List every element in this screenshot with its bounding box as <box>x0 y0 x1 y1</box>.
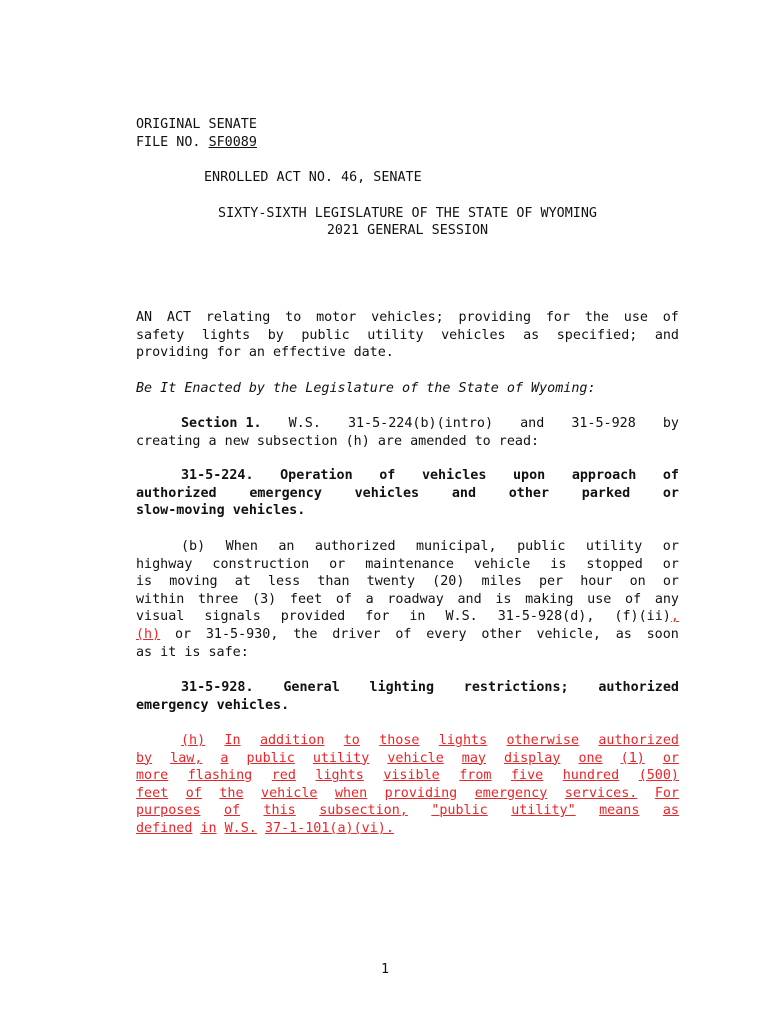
word: means <box>599 803 640 819</box>
word: 31-5-930, <box>205 626 279 642</box>
act-title-line <box>136 344 679 362</box>
word: for <box>365 609 390 625</box>
enrolled-act-number: ENROLLED ACT NO. 46, SENATE <box>204 170 422 185</box>
word: specified; <box>556 327 638 343</box>
word: in <box>409 609 426 625</box>
word: those <box>379 733 420 748</box>
word: public <box>246 750 295 766</box>
word: to <box>343 733 360 748</box>
word: as <box>662 803 679 819</box>
word: an <box>278 539 295 554</box>
word: purposes <box>136 803 201 819</box>
word: signals <box>204 609 261 625</box>
word: or <box>174 626 192 642</box>
word: within <box>136 591 185 607</box>
word: five <box>511 768 544 784</box>
act-title <box>136 309 679 362</box>
paragraph-b-line <box>136 591 679 609</box>
word: restrictions; <box>463 680 569 695</box>
word: (20) <box>432 574 465 590</box>
file-number-line <box>136 134 257 152</box>
word: services. <box>564 785 638 801</box>
word: a <box>365 591 374 607</box>
word: or <box>662 485 679 501</box>
word: of <box>223 803 241 819</box>
word: or <box>662 539 679 554</box>
word: vehicle <box>387 750 444 766</box>
word: for <box>216 345 241 361</box>
word: authorized <box>314 539 396 554</box>
word: date. <box>353 345 394 361</box>
heading-224-line <box>136 467 679 485</box>
subsection-h-line <box>136 820 679 838</box>
word: hour <box>580 574 613 590</box>
word: this <box>263 803 296 819</box>
word: vehicles; <box>371 310 444 325</box>
word: (3) <box>252 591 277 607</box>
word: Operation <box>280 468 353 483</box>
word: the <box>219 785 244 801</box>
inserted-subsection-h: (h) <box>136 626 161 642</box>
word: slow-moving <box>136 503 225 519</box>
paragraph-b-line <box>136 538 679 556</box>
paragraph-b-line <box>136 573 679 591</box>
word: emergency <box>136 697 209 713</box>
word: miles <box>481 574 522 590</box>
word: vehicle <box>261 785 318 801</box>
word: per <box>538 574 564 590</box>
word: other <box>508 485 550 501</box>
word: more <box>136 768 169 784</box>
word: lights <box>315 768 364 784</box>
word: providing <box>384 785 458 801</box>
heading-928-line <box>136 697 679 715</box>
word: red <box>271 768 296 784</box>
word: for <box>545 310 571 325</box>
word: of <box>662 310 679 325</box>
word: 37-1-101(a)(vi). <box>264 820 394 836</box>
heading-31-5-928 <box>136 679 679 714</box>
word: flashing <box>187 768 253 784</box>
word: of <box>335 591 352 607</box>
word: (1) <box>620 750 645 766</box>
word: lights <box>201 327 251 343</box>
paragraph-b <box>136 538 679 661</box>
word: vehicle, <box>536 626 601 642</box>
word: soon <box>646 626 679 642</box>
word: less <box>267 574 301 590</box>
word: at <box>234 574 251 590</box>
word: as <box>615 626 632 642</box>
original-senate-label: ORIGINAL SENATE <box>136 117 257 132</box>
subsection-h-line <box>136 767 679 785</box>
word: emergency <box>474 785 548 801</box>
word: W.S. <box>445 609 478 625</box>
word: 31-5-928. <box>181 680 254 695</box>
section-1 <box>136 415 679 450</box>
subsection-h-line <box>136 802 679 820</box>
word: effective <box>272 345 346 361</box>
word: three <box>198 591 239 607</box>
word: feet <box>136 785 169 801</box>
word: in <box>200 820 217 836</box>
subsection-h-line <box>136 750 679 768</box>
word: General <box>283 680 340 695</box>
word: In <box>224 733 241 748</box>
paragraph-b-line <box>136 556 679 574</box>
word: providing <box>458 310 532 325</box>
word: roadway <box>387 591 444 607</box>
word: construction <box>212 556 310 572</box>
word: public <box>517 539 566 554</box>
word: lights <box>438 733 488 748</box>
word: public <box>301 327 350 343</box>
page-number: 1 <box>380 962 390 977</box>
section-1-line <box>136 415 679 433</box>
word: one <box>578 750 603 766</box>
word: provided <box>280 609 346 625</box>
word: approach <box>571 468 637 483</box>
word: addition <box>259 733 325 748</box>
word: every <box>426 626 467 642</box>
word: authorized <box>136 485 217 501</box>
word: visual <box>136 609 185 625</box>
word: it <box>160 644 177 660</box>
word: emergency <box>249 485 322 501</box>
word: safe: <box>208 644 249 660</box>
word: than <box>317 574 350 590</box>
word: and <box>451 485 477 501</box>
word: utility <box>312 750 370 766</box>
file-no-prefix: FILE NO. <box>136 135 209 150</box>
word: vehicle <box>473 556 531 572</box>
word: AN <box>136 310 153 325</box>
word: upon <box>513 468 546 483</box>
section-1-line: creating a new subsection (h) are amended to read: <box>136 433 540 449</box>
word: parked <box>581 485 631 501</box>
word: feet <box>289 591 323 607</box>
heading-224-line <box>136 502 679 520</box>
heading-224-line <box>136 485 679 503</box>
word: by <box>267 327 284 343</box>
word: is <box>495 591 512 607</box>
word: vehicles. <box>216 697 290 713</box>
new-subsection-h <box>136 732 679 838</box>
word: any <box>654 591 679 607</box>
heading-928-line <box>136 679 679 697</box>
word: (500) <box>638 768 679 784</box>
word: and <box>654 327 679 343</box>
word: providing <box>136 345 209 361</box>
section-1-word: and <box>520 416 545 431</box>
section-1-word: W.S. <box>288 416 321 431</box>
word: from <box>459 768 492 784</box>
word: may <box>461 750 486 766</box>
word: or <box>662 750 679 766</box>
word: (b) <box>181 539 206 554</box>
word: defined <box>136 820 193 836</box>
word: as <box>523 327 540 343</box>
word: otherwise <box>506 733 580 748</box>
word: to <box>285 310 302 325</box>
word: visible <box>383 768 440 784</box>
word: vehicles. <box>232 503 306 519</box>
word: When <box>225 539 258 554</box>
subsection-h-line <box>136 785 679 803</box>
word: or <box>662 574 679 590</box>
word: on <box>629 574 646 590</box>
word: or <box>662 556 679 572</box>
word: is <box>550 556 567 572</box>
word: or <box>329 556 346 572</box>
word: of <box>662 468 679 483</box>
word: the <box>293 626 318 642</box>
word: of <box>625 591 642 607</box>
word: an <box>248 345 265 361</box>
word: twenty <box>366 574 416 590</box>
word: the <box>584 310 609 325</box>
word: display <box>503 750 561 766</box>
word: highway <box>136 556 193 572</box>
word: vehicles <box>441 327 506 343</box>
word: hundred <box>562 768 620 784</box>
section-1-word: 31-5-928 <box>571 416 636 431</box>
inserted-comma: , <box>670 609 679 625</box>
word: "public <box>431 803 488 819</box>
word: of <box>395 626 412 642</box>
word-with-insertion: (f)(ii), <box>614 609 679 625</box>
file-number: SF0089 <box>208 135 257 150</box>
word: moving <box>169 574 218 590</box>
word: vehicles <box>354 485 420 501</box>
act-title-line <box>136 327 679 345</box>
word: and <box>457 591 482 607</box>
word: municipal, <box>416 539 497 554</box>
word: subsection, <box>319 803 408 819</box>
heading-31-5-224 <box>136 467 679 520</box>
word: of <box>185 785 202 801</box>
word: authorized <box>598 733 679 748</box>
word: stopped <box>586 556 643 572</box>
section-1-word: by <box>662 416 679 431</box>
word: when <box>334 785 368 801</box>
word: as <box>136 644 153 660</box>
word: motor <box>316 310 357 325</box>
word: utility" <box>511 803 576 819</box>
act-title-line <box>136 309 679 327</box>
word: relating <box>205 310 271 325</box>
subsection-h-line <box>136 732 679 750</box>
word: making <box>525 591 574 607</box>
word: of <box>379 468 396 483</box>
word: For <box>654 785 679 801</box>
word: authorized <box>598 680 679 695</box>
word: (h) <box>181 733 206 748</box>
word: W.S. <box>224 820 257 836</box>
paragraph-b-line <box>136 608 679 626</box>
word: driver <box>332 626 381 642</box>
word: is <box>136 574 153 590</box>
word: maintenance <box>365 556 454 572</box>
word: utility <box>585 539 643 554</box>
word: safety <box>136 327 185 343</box>
legislature-title: SIXTY-SIXTH LEGISLATURE OF THE STATE OF WYOMING <box>218 206 597 221</box>
word: utility <box>367 327 424 343</box>
word: a <box>220 750 229 766</box>
word: use <box>623 310 648 325</box>
paragraph-b-line <box>136 626 679 644</box>
word: by <box>136 750 153 766</box>
word: vehicles <box>421 468 487 483</box>
word: law, <box>170 750 203 766</box>
section-1-label: Section 1. <box>181 416 262 431</box>
word: ACT <box>166 310 192 325</box>
paragraph-b-line <box>136 644 679 662</box>
word: 31-5-928(d), <box>497 609 595 625</box>
enacting-clause: Be It Enacted by the Legislature of the State of Wyoming: <box>136 381 596 396</box>
word: lighting <box>369 680 435 695</box>
section-1-word: 31-5-224(b)(intro) <box>347 416 494 431</box>
word: 31-5-224. <box>181 468 254 483</box>
word: use <box>587 591 612 607</box>
session-title: 2021 GENERAL SESSION <box>326 223 489 238</box>
word: other <box>481 626 522 642</box>
word: is <box>184 644 201 660</box>
